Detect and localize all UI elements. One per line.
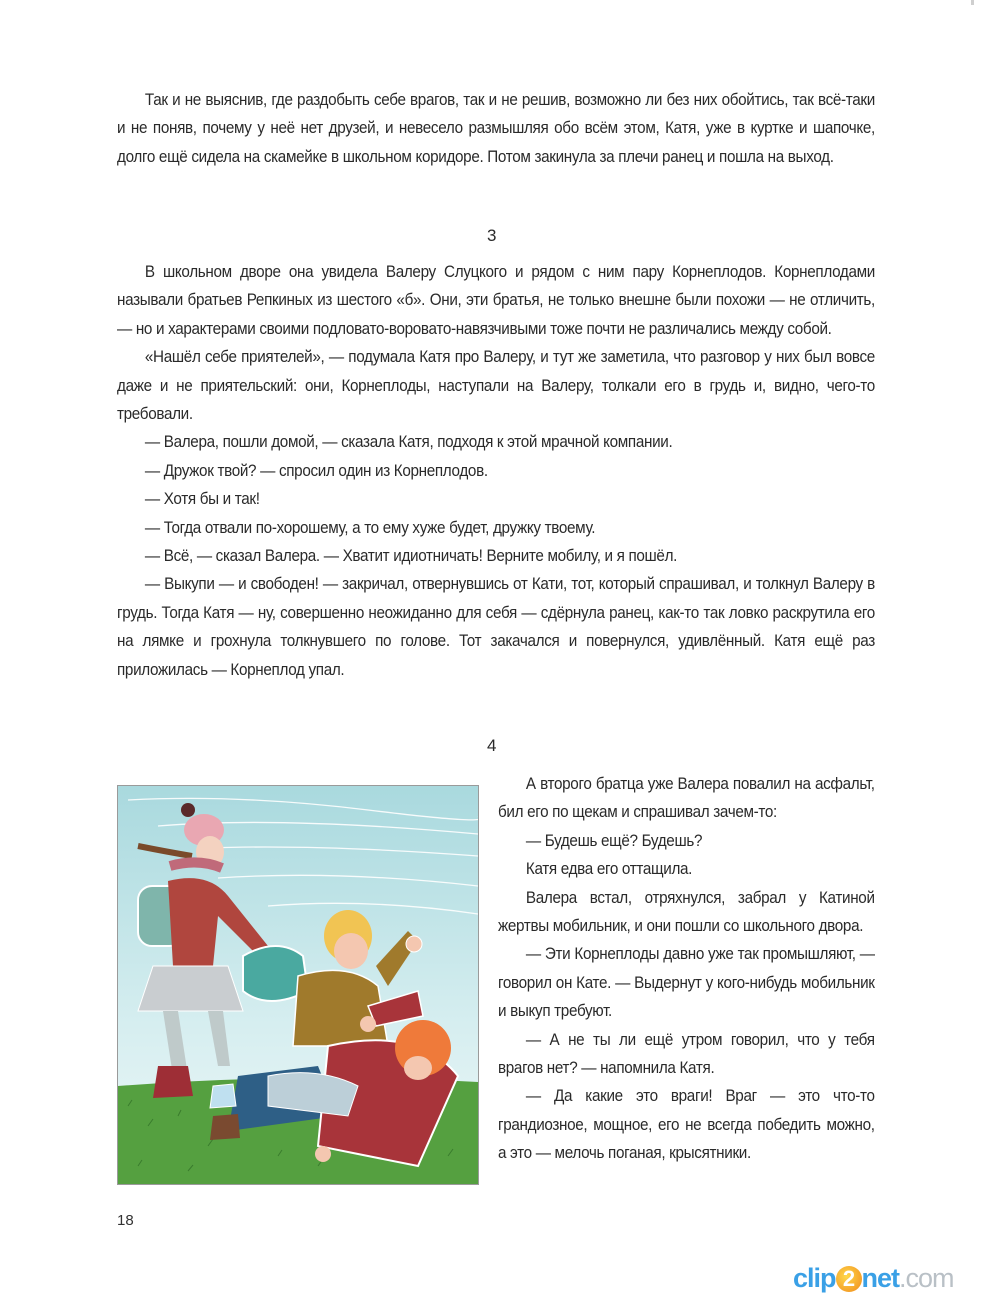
dialogue-line: — Тогда отвали по-хорошему, а то ему хуже будет, дружку твоему. bbox=[144, 518, 596, 537]
paragraph: Катя едва его оттащила. bbox=[525, 860, 693, 879]
paragraph: «Нашёл себе приятелей», — подумала Катя про Валеру, и тут же заметила, что разговор у них был вовсе даже и не приятельский: они, Корнеплоды, наступали на Валеру, толкали его в грудь и, видно, чего-то требовали. bbox=[117, 348, 875, 424]
watermark-text-net: net bbox=[861, 1263, 900, 1293]
chapter-4-text bbox=[498, 770, 875, 1168]
clip2net-watermark bbox=[793, 1263, 954, 1294]
chapter-3-text bbox=[117, 258, 875, 684]
dialogue-line: — Выкупи — и свободен! — закричал, отвернувшись от Кати, тот, который спрашивал, и толкнул Валеру в грудь. Тогда Катя — ну, совершенно неожиданно для себя — сдёрнула ранец, как-то так ловко раскрутила его на лямке и грохнула толкнувшего по голове. Тот закачался и повернулся, удивлённый. Катя ещё раз приложилась — Корнеплод упал. bbox=[117, 575, 875, 679]
paragraph: Валера встал, отряхнулся, забрал у Катиной жертвы мобильник, и они пошли со школьного двора. bbox=[498, 888, 875, 936]
watermark-text-com: .com bbox=[899, 1263, 954, 1293]
dialogue-line: — Хотя бы и так! bbox=[144, 490, 260, 509]
corner-mark bbox=[971, 0, 974, 5]
watermark-logo-icon: 2 bbox=[836, 1266, 862, 1292]
story-illustration bbox=[117, 785, 479, 1185]
chapter-number-4: 4 bbox=[487, 736, 497, 755]
dialogue-line: — Дружок твой? — спросил один из Корнеплодов. bbox=[144, 461, 488, 480]
chapter-number-3: 3 bbox=[487, 226, 497, 245]
paragraph: А второго братца уже Валера повалил на асфальт, бил его по щекам и спрашивал зачем-то: bbox=[498, 775, 875, 822]
paragraph: Так и не выяснив, где раздобыть себе врагов, так и не решив, возможно ли без них обойтись, так всё-таки и не поняв, почему у неё нет друзей, и невесело размышляя обо всём этом, Катя, уже в куртке и шапочке, долго ещё сидела на скамейке в школьном коридоре. Потом закинула за плечи ранец и пошла на выход. bbox=[117, 91, 875, 166]
watermark-text-clip: clip bbox=[793, 1263, 836, 1293]
illustration-image bbox=[118, 786, 478, 1184]
paragraph: В школьном дворе она увидела Валеру Слуцкого и рядом с ним пару Корнеплодов. Корнеплодами называли братьев Репкиных из шестого «б». Они, эти братья, не только внешне были похожи — не отличить, — но и характерами своими подловато-воровато-навязчивыми тоже почти не различались между собой. bbox=[117, 263, 875, 338]
dialogue-line: — Валера, пошли домой, — сказала Катя, подходя к этой мрачной компании. bbox=[144, 433, 673, 452]
dialogue-line: — Будешь ещё? Будешь? bbox=[525, 831, 703, 850]
dialogue-line: — Эти Корнеплоды давно уже так промышляют, — говорил он Кате. — Выдернут у кого-нибудь мобильник и выкуп требуют. bbox=[498, 945, 875, 1021]
opening-paragraph-block bbox=[117, 86, 875, 171]
dialogue-line: — Да какие это враги! Враг — это что-то грандиозное, мощное, его не всегда победить можно, а это — мелочь поганая, крысятники. bbox=[498, 1087, 875, 1163]
page-number: 18 bbox=[117, 1212, 134, 1229]
dialogue-line: — Всё, — сказал Валера. — Хватит идиотничать! Верните мобилу, и я пошёл. bbox=[144, 547, 678, 566]
dialogue-line: — А не ты ли ещё утром говорил, что у тебя врагов нет? — напомнила Катя. bbox=[498, 1030, 875, 1078]
